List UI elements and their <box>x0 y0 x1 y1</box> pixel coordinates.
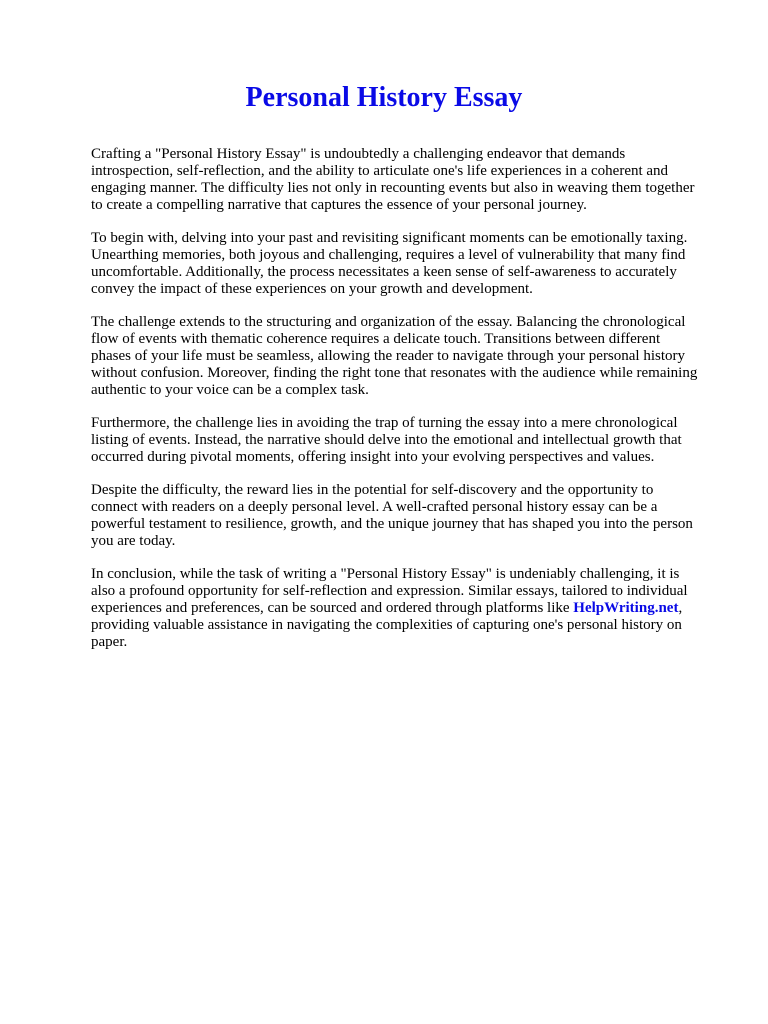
essay-body <box>91 146 721 667</box>
paragraph-intro: Crafting a "Personal History Essay" is undoubtedly a challenging endeavor that demands introspection, self-reflection, and the ability to articulate one's life experiences in a coherent and engaging manner. The difficulty lies not only in recounting events but also in weaving them together to create a compelling narrative that captures the essence of your personal journey. <box>91 146 695 213</box>
conclusion-text-after-link: , providing valuable assistance in navigating the complexities of capturing one's personal history on paper. <box>91 600 683 650</box>
paragraph-past: To begin with, delving into your past and revisiting significant moments can be emotionally taxing. Unearthing memories, both joyous and challenging, requires a level of vulnerability that many find uncomfortable. Additionally, the process necessitates a keen sense of self-awareness to accurately convey the impact of these experiences on your growth and development. <box>91 230 688 297</box>
paragraph-trap: Furthermore, the challenge lies in avoiding the trap of turning the essay into a mere chronological listing of events. Instead, the narrative should delve into the emotional and intellectual growth that occurred during pivotal moments, offering insight into your evolving perspectives and values. <box>91 415 682 465</box>
paragraph-reward: Despite the difficulty, the reward lies in the potential for self-discovery and the opportunity to connect with readers on a deeply personal level. A well-crafted personal history essay can be a powerful testament to resilience, growth, and the unique journey that has shaped you into the person you are today. <box>91 482 693 549</box>
helpwriting-link[interactable]: HelpWriting.net <box>573 600 679 616</box>
page-title: Personal History Essay <box>245 82 523 113</box>
conclusion-text-before-link: In conclusion, while the task of writing a "Personal History Essay" is undeniably challenging, it is also a profound opportunity for self-reflection and expression. Similar essays, tailored to individual experiences and preferences, can be sourced and ordered through platforms like <box>91 566 688 616</box>
paragraph-structure: The challenge extends to the structuring and organization of the essay. Balancing the chronological flow of events with thematic coherence requires a delicate touch. Transitions between different phases of your life must be seamless, allowing the reader to navigate through your personal history without confusion. Moreover, finding the right tone that resonates with the audience while remaining authentic to your voice can be a complex task. <box>91 314 698 398</box>
paragraph-conclusion <box>91 566 721 651</box>
